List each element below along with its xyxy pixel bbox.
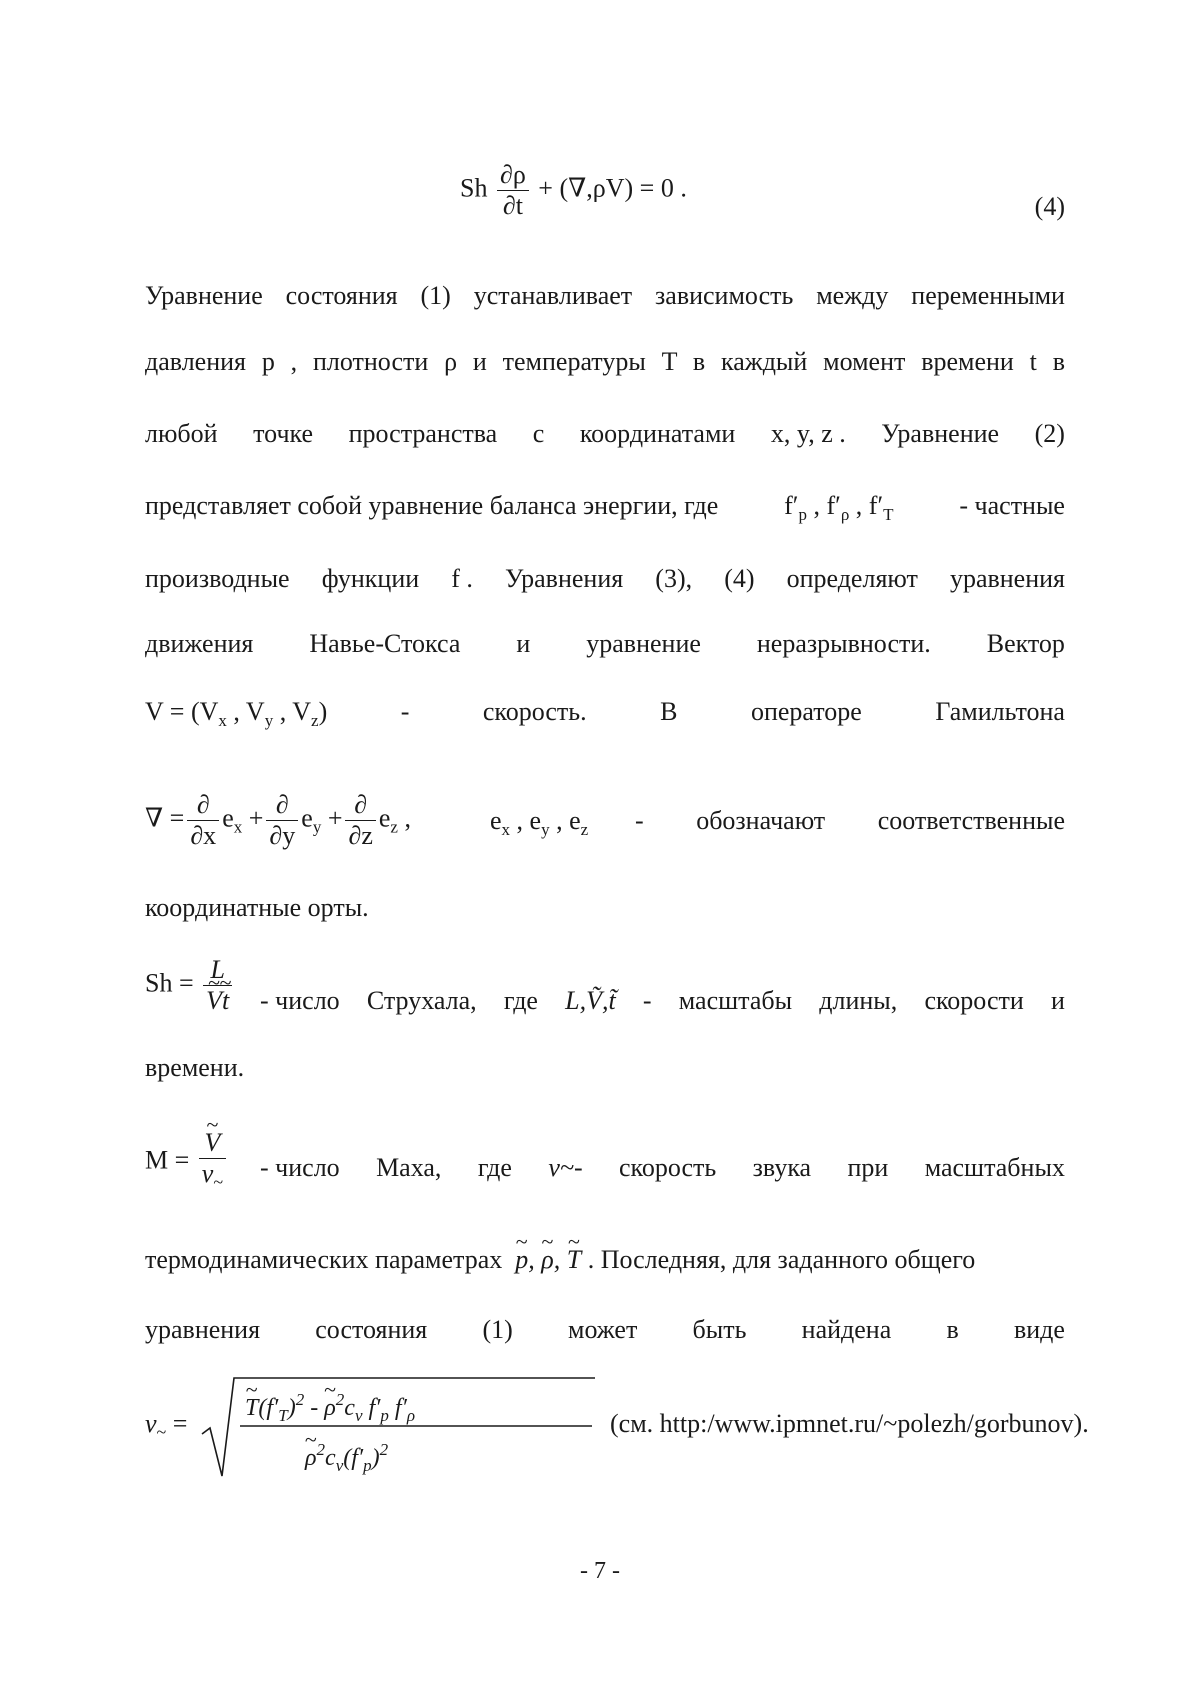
word: Навье-Стокса xyxy=(309,629,461,658)
word: скорость xyxy=(619,1153,717,1182)
word: устанавливает xyxy=(473,281,633,310)
word: виде xyxy=(1013,1315,1065,1344)
page-number: - 7 - xyxy=(580,1558,620,1584)
eq4-sh: Sh xyxy=(460,173,488,203)
word: (2) xyxy=(1034,419,1065,448)
word: уравнение xyxy=(586,629,701,658)
word: скорости xyxy=(924,986,1024,1015)
para-line-9: координатные орты. xyxy=(145,893,369,922)
mach-cont-b: . Последняя, для заданного общего xyxy=(587,1245,976,1274)
mach-num: ~ V xyxy=(199,1128,226,1158)
word: Уравнение xyxy=(881,419,1000,448)
para-line-2: давления p , плотности ρ и температуры T в каждый момент времени t в xyxy=(145,347,1065,376)
word: Струхала, xyxy=(366,986,477,1015)
word: между xyxy=(816,281,889,310)
nabla-operator: ∇ = $\frac{\partial}{\partial x}$ $e_x$ + $\frac{\partial}{\partial y}$ $e_y$ + $\frac{\partial}{\partial z}$ $e_z$ , xyxy=(145,790,411,850)
word: быть xyxy=(692,1315,747,1344)
word: состояния xyxy=(285,281,398,310)
line4-text: представляет собой уравнение баланса энергии, где xyxy=(145,491,719,520)
eq4-numerator: ∂ρ xyxy=(499,160,526,189)
sqrt-numerator: ~ $T(f'_T)^2$ - ~ $\rho^2c_v$ $f'_p$ $f'_\rho$ xyxy=(245,1384,415,1432)
word: уравнения xyxy=(949,564,1065,593)
word: В xyxy=(660,697,678,726)
sound-speed-line xyxy=(145,1370,1089,1480)
word: v~- xyxy=(548,1153,583,1182)
strouhal-num: L xyxy=(210,955,225,984)
word: Уравнения xyxy=(505,564,624,593)
word: с xyxy=(532,419,545,448)
word: x, y, z . xyxy=(770,419,846,448)
word: звука xyxy=(752,1153,812,1182)
word: Маха, xyxy=(376,1153,442,1182)
word: - xyxy=(642,986,652,1015)
line8-text xyxy=(635,805,1065,837)
strouhal-fraction xyxy=(203,955,232,1016)
strouhal-den: ~ V~ t xyxy=(203,985,232,1016)
word: переменными xyxy=(911,281,1065,310)
partial-derivatives: $f'_p$ , $f'_\rho$ , $f'_T$ xyxy=(784,491,894,524)
para-line-8 xyxy=(145,770,1065,850)
word: L,Ṽ,t̃ xyxy=(565,986,616,1015)
strouhal-line xyxy=(145,955,1065,1025)
word: любой xyxy=(145,419,218,448)
eq4-fraction xyxy=(497,160,529,221)
word: масштабы xyxy=(678,986,793,1015)
word: и xyxy=(1050,986,1065,1015)
word: уравнения xyxy=(145,1315,261,1344)
word: и xyxy=(516,629,531,658)
strouhal-continuation: времени. xyxy=(145,1053,245,1082)
word: Вектор xyxy=(986,629,1065,658)
sound-speed-lhs: $v_\sim$ = xyxy=(145,1409,188,1442)
word: длины, xyxy=(819,986,898,1015)
word: определяют xyxy=(786,564,918,593)
word: Гамильтона xyxy=(935,697,1065,726)
word: движения xyxy=(145,629,254,658)
para-line-1 xyxy=(145,280,1065,312)
word: неразрывности. xyxy=(756,629,931,658)
mach-text xyxy=(260,1152,1065,1184)
word: (1) xyxy=(482,1315,513,1344)
word: где xyxy=(503,986,538,1015)
mach-lhs: M = xyxy=(145,1145,190,1175)
strouhal-lhs: Sh = xyxy=(145,968,194,998)
word: может xyxy=(568,1315,638,1344)
unit-vectors: $e_x$ , $e_y$ , $e_z$ xyxy=(490,806,589,839)
word: - число xyxy=(260,1153,340,1182)
para-line-6 xyxy=(145,628,1065,660)
word: - xyxy=(400,697,410,726)
word: где xyxy=(477,1153,512,1182)
word: f . xyxy=(451,564,473,593)
line4-tail: - частные xyxy=(959,491,1065,520)
equation-number-4: (4) xyxy=(1034,192,1065,221)
para-line-4 xyxy=(145,490,1065,531)
word: зависимость xyxy=(655,281,794,310)
word: функции xyxy=(321,564,420,593)
velocity-vector: $V = (V_x$ , $V_y$ , $V_z$) xyxy=(145,697,328,730)
mach-fraction xyxy=(199,1128,226,1197)
word: производные xyxy=(145,564,290,593)
equation-4 xyxy=(460,160,687,221)
mach-line-3 xyxy=(145,1314,1065,1346)
mach-cont-a: термодинамических параметрах xyxy=(145,1245,503,1274)
word: координатами xyxy=(579,419,736,448)
word: операторе xyxy=(750,697,862,726)
word: точке xyxy=(253,419,314,448)
word: пространства xyxy=(348,419,498,448)
word: (4) xyxy=(724,564,755,593)
strouhal-text xyxy=(260,985,1065,1017)
scale-params: ~ p, ~ ρ, ~ T xyxy=(509,1245,581,1274)
sqrt-denominator: ~ $\rho^2c_v(f'_p)^2$ xyxy=(305,1434,388,1482)
para-line-5 xyxy=(145,563,1065,595)
para-line-3 xyxy=(145,418,1065,450)
eq4-denominator: ∂t xyxy=(497,190,529,221)
eq4-rest: + (∇,ρV) = 0 . xyxy=(538,173,687,203)
word: найдена xyxy=(801,1315,892,1344)
word: Уравнение xyxy=(145,281,263,310)
word: состояния xyxy=(315,1315,428,1344)
word: масштабных xyxy=(924,1153,1065,1182)
word: - xyxy=(635,806,644,835)
mach-line xyxy=(145,1120,1065,1200)
word: (3), xyxy=(655,564,693,593)
mach-formula xyxy=(145,1128,229,1197)
word: (1) xyxy=(420,281,451,310)
mach-den: $v_\sim$ xyxy=(199,1158,226,1197)
word: - число xyxy=(260,986,340,1015)
word: соответственные xyxy=(877,806,1065,835)
word: в xyxy=(946,1315,959,1344)
mach-cont-line xyxy=(145,1244,1065,1276)
para-line-7 xyxy=(145,696,1065,737)
strouhal-formula xyxy=(145,955,235,1016)
word: обозначают xyxy=(696,806,826,835)
word: при xyxy=(847,1153,889,1182)
reference-text: (см. http:/www.ipmnet.ru/~polezh/gorbunov). xyxy=(610,1409,1089,1438)
word: скорость. xyxy=(482,697,587,726)
